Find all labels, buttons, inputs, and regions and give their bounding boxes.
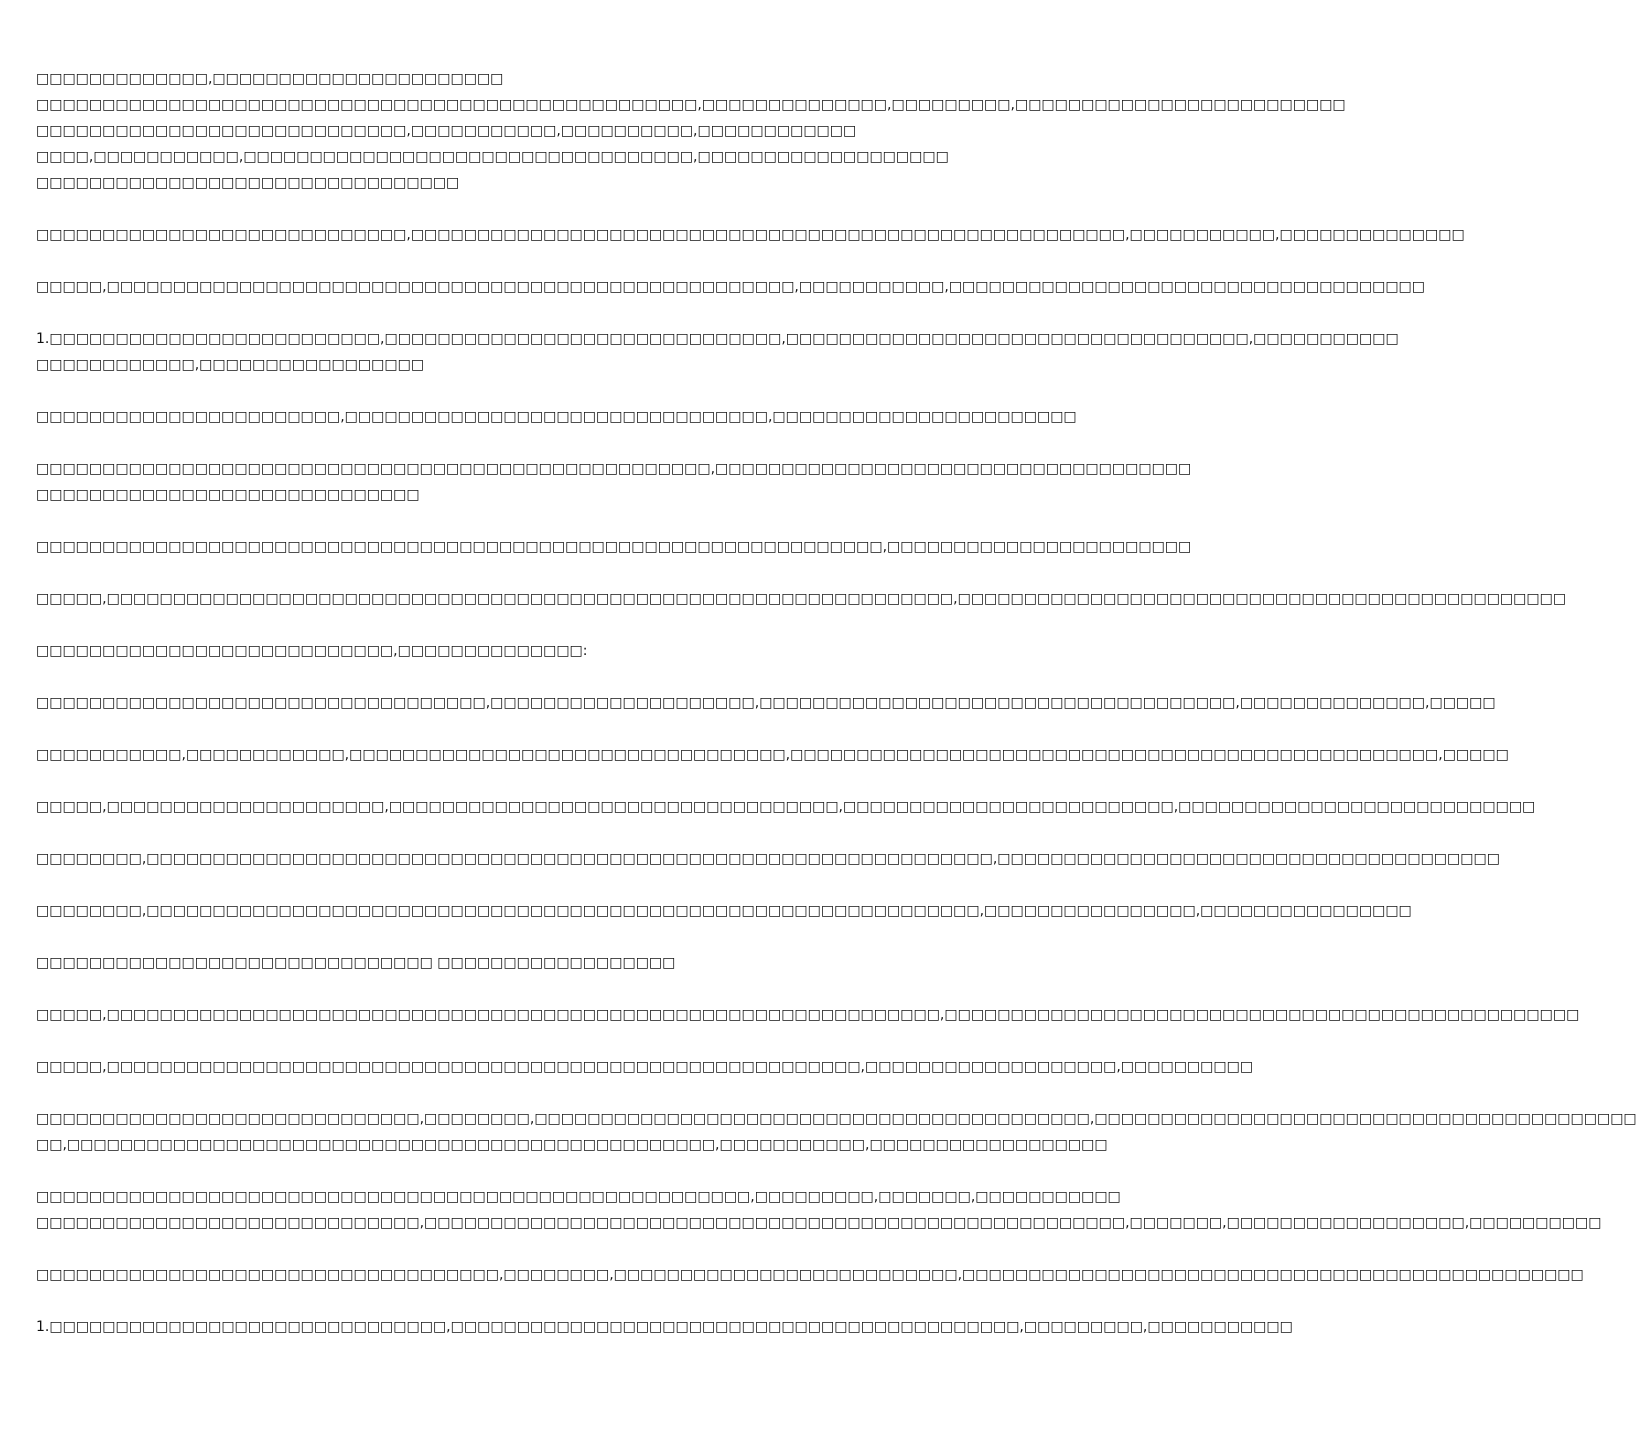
text-line: □□□□□□□□□□□□,□□□□□□□□□□□□□□□□□ <box>36 357 425 373</box>
paragraph <box>36 1106 1637 1158</box>
paragraph <box>36 1184 1602 1236</box>
text-line: □□,□□□□□□□□□□□□□□□□□□□□□□□□□□□□□□□□□□□□□□□□□□□□□□□□□,□□□□□□□□□□□,□□□□□□□□□□□□□□□□□□ <box>36 1137 1108 1153</box>
text-line: □□□□□□□□□□□□□□□□□□□□□□□□□□□□□ <box>36 487 420 503</box>
text-line: □□□□□□□□□□□□□□□□□□□□□□□□□□□□□□□□□□,□□□□□□□□□□□□□□□□□□□□,□□□□□□□□□□□□□□□□□□□□□□□□□□□□□□□□□□□□,□□□□□□□□□□□□□□,□□□□□ <box>36 695 1496 711</box>
text-line: □□□□□□□□□□□□□□□□□□□□□□□□□□□□,□□□□□□□□□□□□□□□□□□□□□□□□□□□□□□□□□□□□□□□□□□□□□□□□□□□□□□,□□□□□□□□□□□,□□□□□□□□□□□□□□ <box>36 227 1465 243</box>
paragraph <box>36 898 1412 924</box>
text-line: 1.□□□□□□□□□□□□□□□□□□□□□□□□□,□□□□□□□□□□□□□□□□□□□□□□□□□□□□□□,□□□□□□□□□□□□□□□□□□□□□□□□□□□□□□□□□□□,□□□□□□□□□□□ <box>36 331 1399 347</box>
text-line: □□□□,□□□□□□□□□□□,□□□□□□□□□□□□□□□□□□□□□□□□□□□□□□□□□□,□□□□□□□□□□□□□□□□□□□ <box>36 149 949 165</box>
paragraph <box>36 690 1496 716</box>
paragraph <box>36 950 990 976</box>
text-line: □□□□□□□□□□□□□□□□□□□□□□□□□□□□□□□□□□□□□□□□□□□□□□□□□□□□□□,□□□□□□□□□,□□□□□□□,□□□□□□□□□□□ <box>36 1189 1121 1205</box>
text-line: □□□□□□□□,□□□□□□□□□□□□□□□□□□□□□□□□□□□□□□□□□□□□□□□□□□□□□□□□□□□□□□□□□□□□□□□,□□□□□□□□□□□□□□□□,□□□□□□□□□□□□□□□□ <box>36 903 1412 919</box>
paragraph <box>36 1054 1254 1080</box>
text-line: □□□□□□□□□□□□□□□□□□□□□□□□□□□,□□□□□□□□□□□□□□: <box>36 643 588 659</box>
text-line: □□□□□□□□□□□□□□□□□□□□□□□,□□□□□□□□□□□□□□□□□□□□□□□□□□□□□□□□,□□□□□□□□□□□□□□□□□□□□□□□ <box>36 409 1077 425</box>
text-line: □□□□□,□□□□□□□□□□□□□□□□□□□□□,□□□□□□□□□□□□□□□□□□□□□□□□□□□□□□□□□□,□□□□□□□□□□□□□□□□□□□□□□□□□,□□□□□□□□□□□□□□□□□□□□□□□□□□□ <box>36 799 1536 815</box>
paragraph <box>36 456 1192 508</box>
text-line: □□□□□□□□□□□□□□□□□□□□□□□□□□□□□,□□□□□□□□,□□□□□□□□□□□□□□□□□□□□□□□□□□□□□□□□□□□□□□□□□□,□□□□□□□□□□□□□□□□□□□□□□□□□□□□□□□□□□□□□□□□□ <box>36 1111 1637 1127</box>
paragraph <box>36 222 1465 248</box>
paragraph <box>36 742 1509 768</box>
document-page <box>36 66 1637 1366</box>
paragraph <box>36 66 1346 196</box>
text-line: □□□□□□□□□□□□□□□□□□□□□□□□□□□□□□□□□□□□□□□□□□□□□□□□□□□□□□□□□□□□□□□□,□□□□□□□□□□□□□□□□□□□□□□□ <box>36 539 1192 555</box>
paragraph <box>36 274 1426 300</box>
text-line: □□□□□□□□□□□□□□□□□□□□□□□□□□□□□□□□□□□□□□□□□□□□□□□□□□□,□□□□□□□□□□□□□□□□□□□□□□□□□□□□□□□□□□□□ <box>36 461 1192 477</box>
text-line: □□□□□,□□□□□□□□□□□□□□□□□□□□□□□□□□□□□□□□□□□□□□□□□□□□□□□□□□□□,□□□□□□□□□□□,□□□□□□□□□□□□□□□□□□□□□□□□□□□□□□□□□□□□ <box>36 279 1426 295</box>
text-line: □□□□□□□□□□□,□□□□□□□□□□□□,□□□□□□□□□□□□□□□□□□□□□□□□□□□□□□□□□,□□□□□□□□□□□□□□□□□□□□□□□□□□□□□□□□□□□□□□□□□□□□□□□□□,□□□□□ <box>36 747 1509 763</box>
text-line: □□□□□□□□,□□□□□□□□□□□□□□□□□□□□□□□□□□□□□□□□□□□□□□□□□□□□□□□□□□□□□□□□□□□□□□□□,□□□□□□□□□□□□□□□□□□□□□□□□□□□□□□□□□□□□□□ <box>36 851 1500 867</box>
paragraph <box>36 1262 1584 1288</box>
text-line: □□□□□□□□□□□□□□□□□□□□□□□□□□□□,□□□□□□□□□□□,□□□□□□□□□□,□□□□□□□□□□□□ <box>36 123 857 139</box>
text-line: □□□□□,□□□□□□□□□□□□□□□□□□□□□□□□□□□□□□□□□□□□□□□□□□□□□□□□□□□□□□□□□□□□□□□□,□□□□□□□□□□□□□□□□□□□□□□□□□□□□□□□□□□□□□□□□□□□□□□ <box>36 591 1567 607</box>
text-line: □□□□□□□□□□□□□□□□□□□□□□□□□□□□□,□□□□□□□□□□□□□□□□□□□□□□□□□□□□□□□□□□□□□□□□□□□□□□□□□□□□□,□□□□□□□,□□□□□□□□□□□□□□□□□□,□□□□□□□□□□ <box>36 1215 1602 1231</box>
paragraph <box>36 1002 1580 1028</box>
paragraph <box>36 534 1192 560</box>
paragraph <box>36 846 1500 872</box>
paragraph <box>36 326 1399 378</box>
paragraph <box>36 1314 1293 1340</box>
text-line: □□□□□□□□□□□□□□□□□□□□□□□□□□□□□□□□□□□,□□□□□□□□,□□□□□□□□□□□□□□□□□□□□□□□□□□,□□□□□□□□□□□□□□□□□□□□□□□□□□□□□□□□□□□□□□□□□□□□□□□ <box>36 1267 1584 1283</box>
paragraph <box>36 404 1077 430</box>
paragraph <box>36 638 990 664</box>
text-line: □□□□□,□□□□□□□□□□□□□□□□□□□□□□□□□□□□□□□□□□□□□□□□□□□□□□□□□□□□□□□□□□□□□□□,□□□□□□□□□□□□□□□□□□□□□□□□□□□□□□□□□□□□□□□□□□□□□□□□ <box>36 1007 1580 1023</box>
text-line: □□□□□,□□□□□□□□□□□□□□□□□□□□□□□□□□□□□□□□□□□□□□□□□□□□□□□□□□□□□□□□□,□□□□□□□□□□□□□□□□□□□,□□□□□□□□□□ <box>36 1059 1254 1075</box>
paragraph <box>36 794 1536 820</box>
text-line: □□□□□□□□□□□□□□□□□□□□□□□□□□□□□□ □□□□□□□□□□□□□□□□□□ <box>36 955 676 971</box>
text-line: □□□□□□□□□□□□□□□□□□□□□□□□□□□□□□□□ <box>36 175 460 191</box>
text-line: □□□□□□□□□□□□□□□□□□□□□□□□□□□□□□□□□□□□□□□□□□□□□□□□□□,□□□□□□□□□□□□□□,□□□□□□□□□,□□□□□□□□□□□□□□□□□□□□□□□□□ <box>36 97 1346 113</box>
paragraph <box>36 586 1567 612</box>
text-line: 1.□□□□□□□□□□□□□□□□□□□□□□□□□□□□□□,□□□□□□□□□□□□□□□□□□□□□□□□□□□□□□□□□□□□□□□□□□□,□□□□□□□□□,□□□□□□□□□□□ <box>36 1319 1293 1335</box>
text-line: □□□□□□□□□□□□□,□□□□□□□□□□□□□□□□□□□□□□ <box>36 71 504 87</box>
